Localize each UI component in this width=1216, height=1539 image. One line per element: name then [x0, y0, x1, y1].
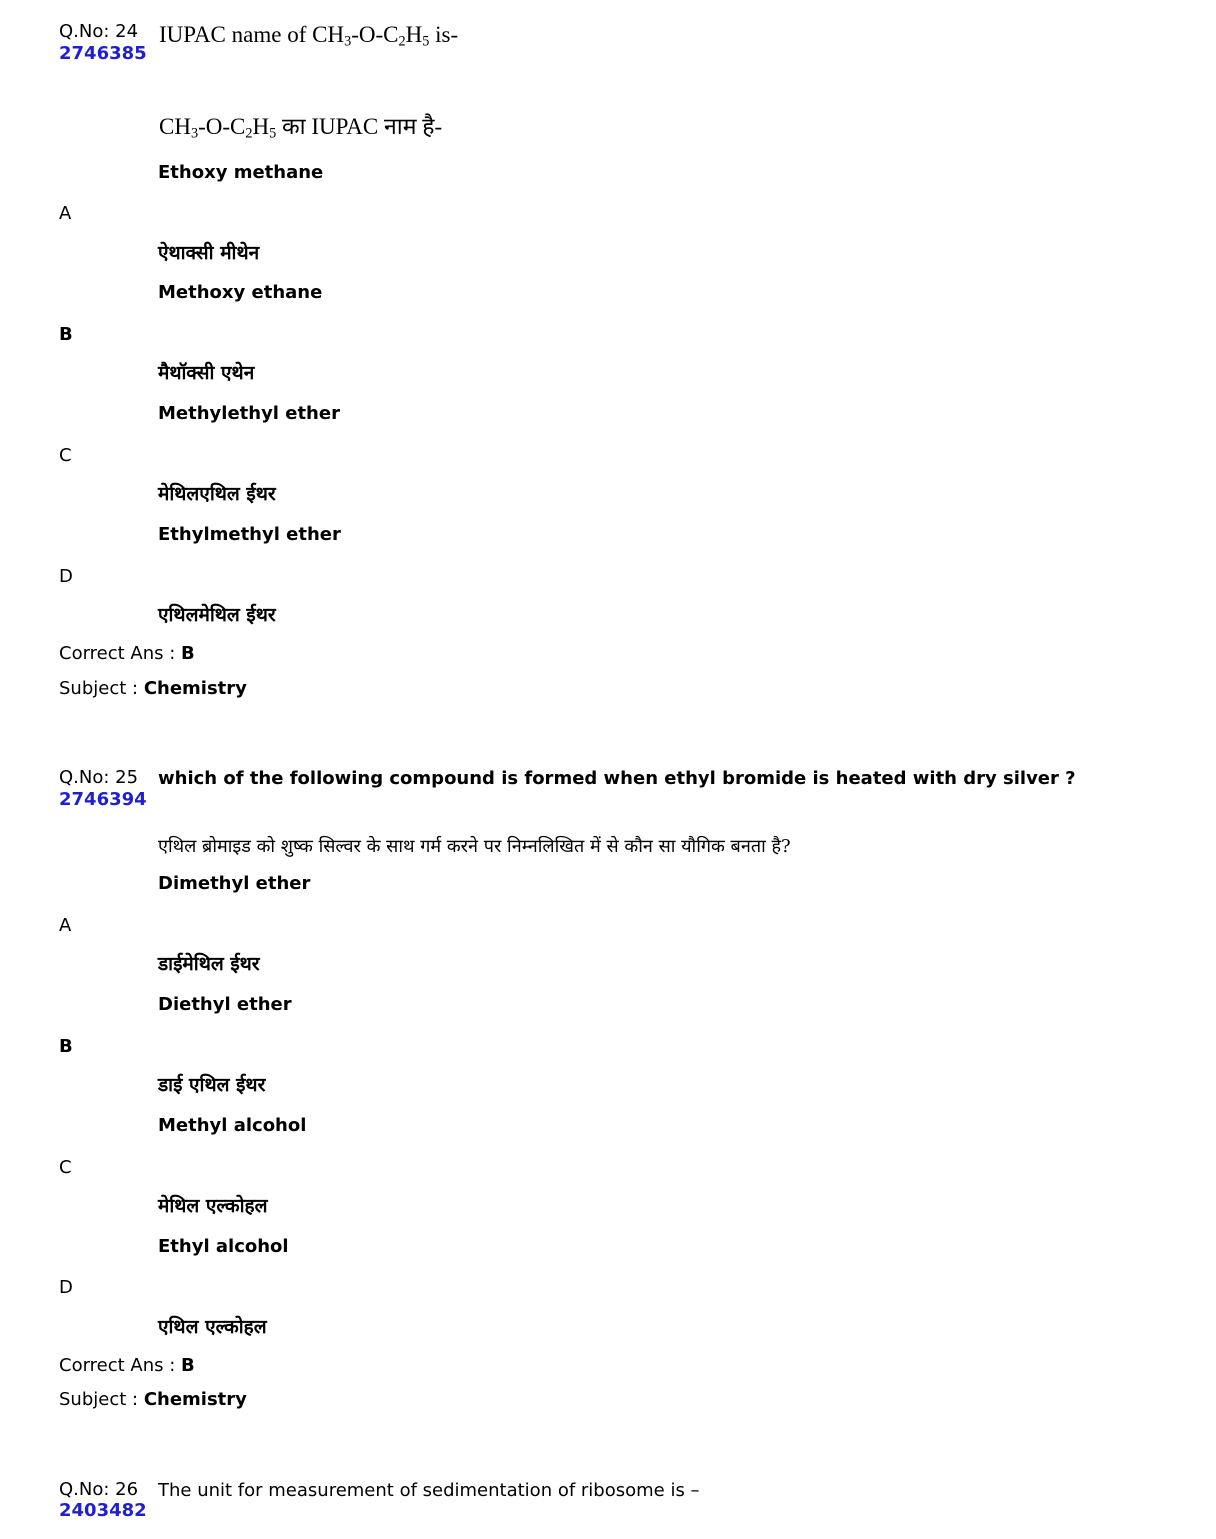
option-a-hi: ऐथाक्सी मीथेन — [158, 242, 260, 264]
subject: Subject : Chemistry — [59, 1389, 247, 1410]
subject: Subject : Chemistry — [59, 678, 247, 699]
option-b-en: Methoxy ethane — [158, 282, 323, 303]
correct-answer: Correct Ans : B — [59, 643, 195, 664]
option-d-letter: D — [59, 566, 73, 587]
option-b-hi: डाई एथिल ईथर — [158, 1074, 266, 1096]
question-text-en: The unit for measurement of sedimentation of ribosome is – — [158, 1480, 700, 1501]
option-a-en: Ethoxy methane — [158, 162, 324, 183]
question-number: Q.No: 24 — [59, 21, 139, 42]
question-number: Q.No: 26 — [59, 1479, 139, 1500]
option-d-hi: एथिलमेथिल ईथर — [158, 604, 276, 626]
question-number: Q.No: 25 — [59, 767, 139, 788]
option-d-en: Ethyl alcohol — [158, 1236, 289, 1257]
option-c-en: Methyl alcohol — [158, 1115, 307, 1136]
correct-answer: Correct Ans : B — [59, 1355, 195, 1376]
option-c-hi: मेथिल एल्कोहल — [158, 1195, 268, 1217]
option-b-letter: B — [59, 324, 73, 345]
option-d-hi: एथिल एल्कोहल — [158, 1316, 267, 1338]
option-b-hi: मैथॉक्सी एथेन — [158, 362, 255, 384]
option-c-hi: मेथिलएथिल ईथर — [158, 483, 276, 505]
question-text-en: IUPAC name of $CH_3-O-C_2H_5$ is- — [159, 22, 459, 50]
option-a-hi: डाईमेथिल ईथर — [158, 953, 260, 975]
question-id: 2746385 — [59, 43, 147, 64]
question-text-hi: $CH_3-O-C_2H_5$ का IUPAC नाम है- — [159, 114, 443, 142]
option-c-en: Methylethyl ether — [158, 403, 340, 424]
option-a-letter: A — [59, 915, 72, 936]
question-text-en: which of the following compound is formed when ethyl bromide is heated with dry silver ? — [158, 768, 1076, 789]
option-b-letter: B — [59, 1036, 73, 1057]
option-d-letter: D — [59, 1277, 73, 1298]
question-id: 2403482 — [59, 1500, 147, 1521]
option-d-en: Ethylmethyl ether — [158, 524, 341, 545]
question-id: 2746394 — [59, 789, 147, 810]
question-text-hi: एथिल ब्रोमाइड को शुष्क सिल्वर के साथ गर्म करने पर निम्नलिखित में से कौन सा यौगिक बनता है? — [158, 836, 791, 857]
option-c-letter: C — [59, 1157, 72, 1178]
option-a-letter: A — [59, 203, 72, 224]
option-b-en: Diethyl ether — [158, 994, 292, 1015]
option-c-letter: C — [59, 445, 72, 466]
option-a-en: Dimethyl ether — [158, 873, 311, 894]
